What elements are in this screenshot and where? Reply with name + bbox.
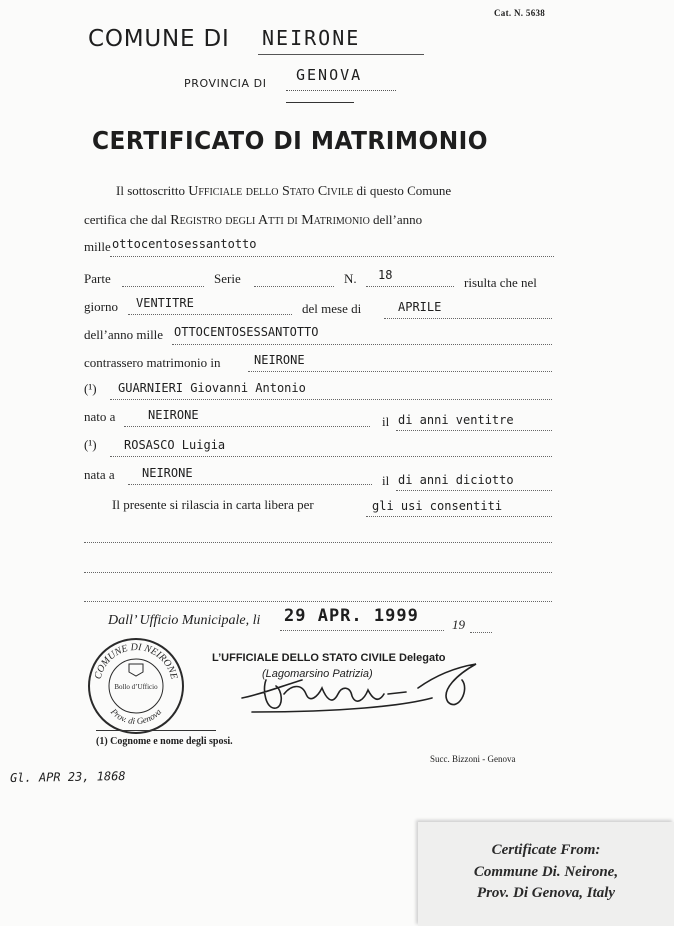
from-line-2: Commune Di. Neirone, xyxy=(473,864,619,880)
blank-line xyxy=(84,542,552,543)
n-value: 18 xyxy=(378,268,393,282)
serie-label: Serie xyxy=(214,271,241,286)
giorno-value: VENTITRE xyxy=(136,296,194,310)
municipal-seal xyxy=(86,636,186,736)
seal-center-text: Bollo d’Ufficio xyxy=(114,683,158,691)
anno-value: OTTOCENTOSESSANTOTTO xyxy=(174,325,319,339)
intro-line-1 xyxy=(116,183,451,200)
contrassero-label: contrassero matrimonio in xyxy=(84,355,221,370)
svg-text:Prov. di Genova xyxy=(108,706,163,726)
intro-register: Registro degli Atti di Matrimonio xyxy=(170,213,370,228)
footnote-marker: (¹) xyxy=(84,437,97,452)
year-prefix: 19 xyxy=(452,617,465,632)
nata-value: NEIRONE xyxy=(142,466,193,480)
issue-date: 29 APR. 1999 xyxy=(284,606,419,626)
il-label: il xyxy=(382,414,390,429)
comune-value: NEIRONE xyxy=(262,26,361,50)
parte-label: Parte xyxy=(84,271,111,286)
contrassero-value: NEIRONE xyxy=(254,353,305,367)
fill-line xyxy=(110,456,552,457)
fill-line xyxy=(128,314,292,315)
intro-line-2 xyxy=(84,212,422,229)
sposa-name: ROSASCO Luigia xyxy=(124,438,226,452)
comune-label: COMUNE DI xyxy=(88,26,230,52)
seal-bottom-text: Prov. di Genova xyxy=(108,706,164,727)
fill-line xyxy=(396,490,552,491)
fill-line xyxy=(172,344,552,345)
presente-label: Il presente si rilascia in carta libera per xyxy=(112,497,314,512)
officer-title: L’UFFICIALE DELLO STATO CIVILE Delegato xyxy=(212,652,446,664)
fill-line xyxy=(470,632,492,633)
nato-value: NEIRONE xyxy=(148,408,199,422)
fill-line xyxy=(248,371,552,372)
catalog-number: Cat. N. 5638 xyxy=(494,8,546,18)
from-line-1: Certificate From: xyxy=(491,842,601,858)
printer-credit: Succ. Bizzoni - Genova xyxy=(430,754,516,764)
provincia-value: GENOVA xyxy=(296,66,363,84)
footnote-rule xyxy=(96,730,216,731)
intro-text: certifica che dal xyxy=(84,212,167,227)
fill-line xyxy=(110,399,552,400)
crest-icon xyxy=(129,664,143,676)
fill-line xyxy=(396,430,552,431)
giorno-label: giorno xyxy=(84,299,118,314)
fill-line xyxy=(366,516,552,517)
fill-line xyxy=(110,256,554,257)
presente-value: gli usi consentiti xyxy=(372,499,503,513)
comune-underline xyxy=(258,54,424,55)
intro-text: dell’anno xyxy=(373,212,423,227)
svg-text:COMUNE DI NEIRONE xyxy=(93,642,180,681)
footnote-marker: (¹) xyxy=(84,381,97,396)
sposa-eta: di anni diciotto xyxy=(398,473,514,487)
fill-line xyxy=(280,630,444,631)
intro-text: Il sottoscritto xyxy=(116,183,185,198)
handwritten-note: Gl. APR 23, 1868 xyxy=(9,768,126,786)
fill-line xyxy=(122,286,204,287)
intro-office: Ufficiale dello Stato Civile xyxy=(188,184,354,199)
certificate-from-box xyxy=(418,822,674,926)
risulta-label: risulta che nel xyxy=(464,275,537,290)
provincia-underline xyxy=(286,90,396,91)
fill-line xyxy=(254,286,334,287)
mille-value: ottocentosessantotto xyxy=(112,237,257,251)
provincia-label: PROVINCIA DI xyxy=(184,77,267,90)
blank-line xyxy=(84,572,552,573)
mese-label: del mese di xyxy=(302,301,362,316)
mese-value: APRILE xyxy=(398,300,442,314)
fill-line xyxy=(128,484,372,485)
intro-text: di questo Comune xyxy=(356,183,452,198)
seal-top-text: COMUNE DI NEIRONE xyxy=(92,641,180,681)
footnote: (1) Cognome e nome degli sposi. xyxy=(96,736,233,747)
nato-label: nato a xyxy=(84,409,116,424)
nata-label: nata a xyxy=(84,467,115,482)
fill-line xyxy=(124,426,370,427)
mille-label: mille xyxy=(84,239,111,254)
n-label: N. xyxy=(344,271,357,286)
sposo-eta: di anni ventitre xyxy=(398,413,514,427)
blank-line xyxy=(84,601,552,602)
from-line-3: Prov. Di Genova, Italy xyxy=(476,885,616,901)
ufficio-label: Dall’ Ufficio Municipale, li xyxy=(108,613,261,628)
fill-line xyxy=(366,286,454,287)
fill-line xyxy=(384,318,552,319)
header-divider xyxy=(286,102,354,103)
signature xyxy=(222,650,492,730)
anno-label: dell’anno mille xyxy=(84,327,164,342)
officer-name: (Lagomarsino Patrizia) xyxy=(262,668,373,680)
sposo-name: GUARNIERI Giovanni Antonio xyxy=(118,381,306,395)
certificate-title: CERTIFICATO DI MATRIMONIO xyxy=(92,126,489,155)
il-label: il xyxy=(382,473,390,488)
